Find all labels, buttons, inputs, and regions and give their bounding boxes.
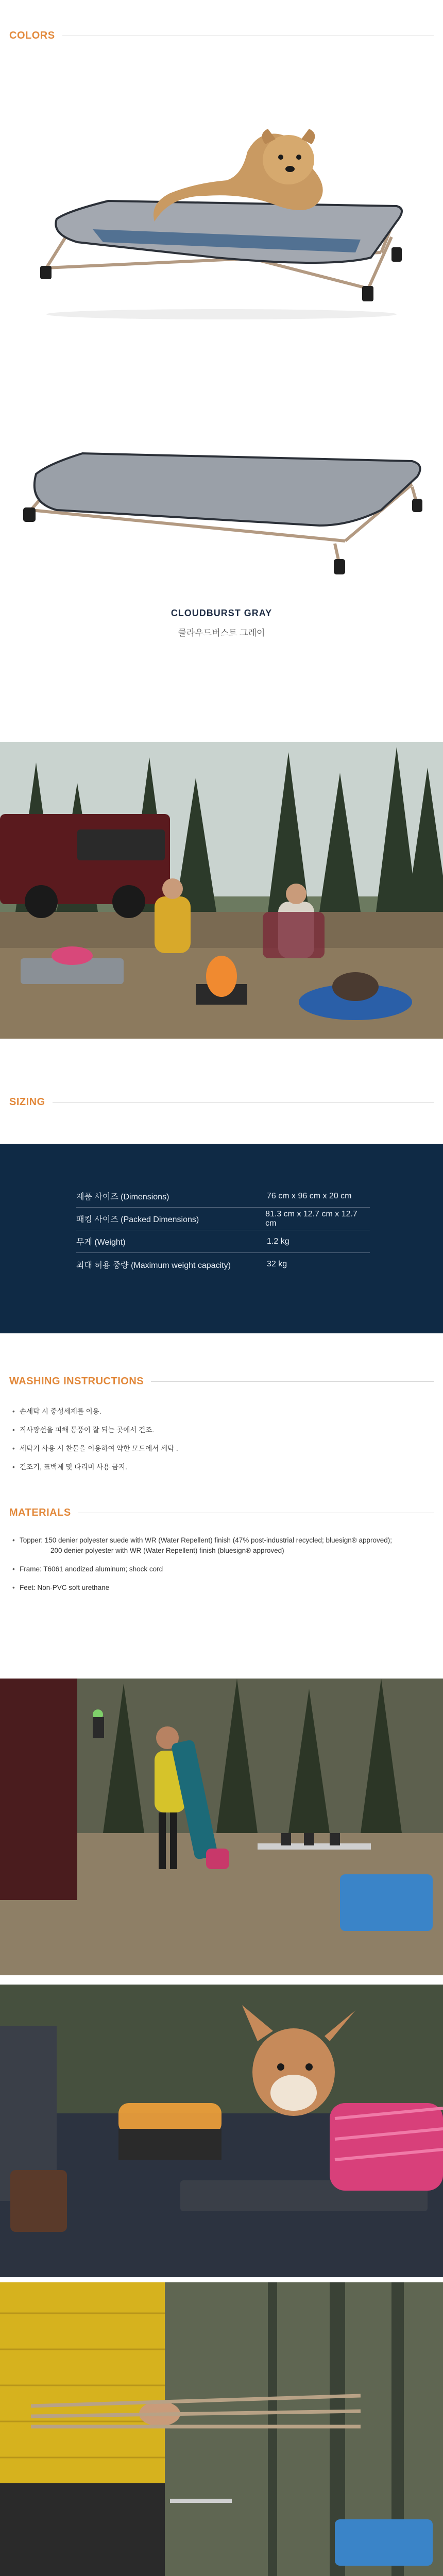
spec-value: 76 cm x 96 cm x 20 cm: [267, 1191, 352, 1200]
spec-row-max-weight: [76, 1253, 370, 1276]
spec-label: 제품 사이즈 (Dimensions): [76, 1193, 169, 1201]
list-item: • 건조기, 표백제 및 다리미 사용 금지.: [11, 1462, 434, 1472]
spec-value: 81.3 cm x 12.7 cm x 12.7 cm: [265, 1209, 357, 1228]
spec-value: 32 kg: [267, 1260, 287, 1268]
washing-title: WASHING INSTRUCTIONS: [9, 1376, 144, 1387]
colors-section-header: [9, 30, 434, 42]
list-item: • 세탁기 사용 시 찬물을 이용하여 약한 모드에서 세탁 .: [11, 1444, 434, 1454]
materials-title: MATERIALS: [9, 1507, 71, 1518]
spec-value: 1.2 kg: [267, 1236, 289, 1246]
spec-row-dimensions: [76, 1185, 370, 1208]
divider: [151, 1381, 434, 1382]
list-item-frame: • Frame: T6061 anodized aluminum; shock cord: [11, 1564, 434, 1574]
lifestyle-photo-dog-closeup: [0, 1985, 443, 2277]
colors-title: COLORS: [9, 30, 55, 41]
spec-label: 무게 (Weight): [76, 1238, 126, 1247]
lifestyle-photo-frame-folding: [0, 2282, 443, 2576]
spec-row-packed-dimensions: [76, 1208, 370, 1230]
product-image-dog-on-bed: [0, 103, 443, 330]
sizing-section-header: [9, 1096, 434, 1108]
sizing-title: SIZING: [9, 1096, 45, 1108]
spec-label: 패킹 사이즈 (Packed Dimensions): [76, 1215, 199, 1224]
product-image-empty-bed: [0, 371, 443, 587]
topper-line-2: 200 denier polyester with WR (Water Repellent) finish (bluesign® approved): [50, 1547, 284, 1554]
spec-label: 최대 허용 중량 (Maximum weight capacity): [76, 1261, 231, 1270]
washing-instructions-list: [11, 1406, 434, 1481]
washing-section-header: [9, 1376, 434, 1387]
product-color-name-ko: 클라우드버스트 그레이: [178, 628, 265, 638]
materials-list: [11, 1535, 434, 1601]
product-color-name-en: CLOUDBURST GRAY: [171, 608, 272, 618]
topper-line-1: Topper: 150 denier polyester suede with WR (Water Repellent) finish (47% post-industrial recycled; bluesign® approved);: [20, 1536, 393, 1544]
list-item-feet: • Feet: Non-PVC soft urethane: [11, 1583, 434, 1593]
spec-row-weight: [76, 1230, 370, 1253]
list-item: • 손세탁 시 중성세제를 이용.: [11, 1406, 434, 1417]
divider: [53, 1102, 434, 1103]
lifestyle-photo-woman-with-bed: [0, 1679, 443, 1975]
materials-section-header: [9, 1507, 434, 1519]
list-item-topper: [11, 1535, 434, 1556]
sizing-panel: [0, 1144, 443, 1333]
list-item: • 직사광선을 피해 통풍이 잘 되는 곳에서 건조.: [11, 1425, 434, 1435]
spec-table: [76, 1185, 370, 1276]
lifestyle-photo-campsite: [0, 742, 443, 1039]
